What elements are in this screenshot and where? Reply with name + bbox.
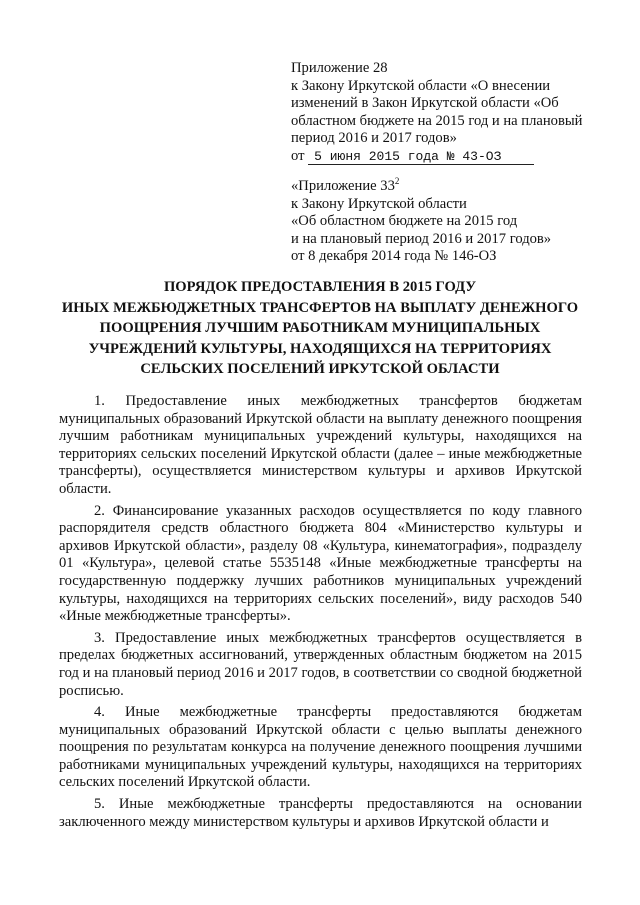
- title-line: ИНЫХ МЕЖБЮДЖЕТНЫХ ТРАНСФЕРТОВ НА ВЫПЛАТУ ДЕНЕЖНОГО: [61, 299, 579, 316]
- appendix-28-law-line: областном бюджете на 2015 год и на плановый: [291, 112, 583, 129]
- title-line: ПООЩРЕНИЯ ЛУЧШИМ РАБОТНИКАМ МУНИЦИПАЛЬНЫХ: [99, 320, 541, 336]
- appendix-33-superscript: 2: [394, 176, 400, 186]
- date-prefix: от: [291, 147, 305, 164]
- appendix-28-law-line: изменений в Закон Иркутской области «Об: [291, 95, 559, 112]
- paragraph-3: 3. Предоставление иных межбюджетных трансфертов осуществляется в пределах бюджетных ассигнований, утвержденных областным бюджетом на 2015 год и на плановый период 2016 и 2017 годов, в соответствии со сводной бюджетной росписью.: [59, 629, 582, 699]
- appendix-33-heading-text: «Приложение 33: [291, 178, 395, 194]
- paragraph-5: 5. Иные межбюджетные трансферты предоставляются на основании заключенного между министерством культуры и архивов Иркутской области и: [59, 796, 582, 830]
- appendix-33-block: [291, 178, 601, 266]
- appendix-33-law-line: от 8 декабря 2014 года № 146-ОЗ: [291, 248, 497, 265]
- appendix-33-heading: [291, 178, 601, 196]
- appendix-28-law-line: к Закону Иркутской области «О внесении: [291, 77, 551, 94]
- document-body: [59, 393, 582, 831]
- appendix-33-law-line: к Закону Иркутской области: [291, 195, 467, 212]
- document-title: [40, 277, 600, 380]
- title-line: ПОРЯДОК ПРЕДОСТАВЛЕНИЯ В 2015 ГОДУ: [163, 279, 477, 295]
- paragraph-1: 1. Предоставление иных межбюджетных трансфертов бюджетам муниципальных образований Иркутской области на выплату денежного поощрения лучшим работникам муниципальных учреждений культуры, находящихся на территориях сельских поселений Иркутской области (далее – иные межбюджетные трансферты), осуществляется министерством культуры и архивов Иркутской области.: [59, 393, 582, 497]
- appendix-28-date-line: [291, 148, 601, 166]
- date-value: 5 июня 2015 года № 43-ОЗ: [308, 149, 534, 165]
- paragraph-4: 4. Иные межбюджетные трансферты предоставляются бюджетам муниципальных образований Иркутской области с целью выплаты денежного поощрения по результатам конкурса на получение денежного поощрения лучшими работниками муниципальных учреждений культуры, находящихся на территориях сельских поселений Иркутской области.: [59, 704, 582, 791]
- appendix-28-law-line: период 2016 и 2017 годов»: [291, 130, 457, 147]
- appendix-28-heading: Приложение 28: [291, 60, 388, 76]
- appendix-33-law-line: и на плановый период 2016 и 2017 годов»: [291, 230, 552, 247]
- appendix-28-block: [291, 60, 601, 166]
- title-line: УЧРЕЖДЕНИЙ КУЛЬТУРЫ, НАХОДЯЩИХСЯ НА ТЕРРИТОРИЯХ: [88, 340, 552, 357]
- appendix-33-law-line: «Об областном бюджете на 2015 год: [291, 213, 518, 230]
- paragraph-2: 2. Финансирование указанных расходов осуществляется по коду главного распорядителя средств областного бюджета 804 «Министерство культуры и архивов Иркутской области», разделу 08 «Культура, кинематография», подразделу 01 «Культура», целевой статье 5535148 «Иные межбюджетные трансферты на государственную поддержку лучших работников муниципальных учреждений культуры, находящихся на территориях сельских поселений», виду расходов 540 «Иные межбюджетные трансферты».: [59, 502, 582, 625]
- title-line: СЕЛЬСКИХ ПОСЕЛЕНИЙ ИРКУТСКОЙ ОБЛАСТИ: [140, 361, 500, 377]
